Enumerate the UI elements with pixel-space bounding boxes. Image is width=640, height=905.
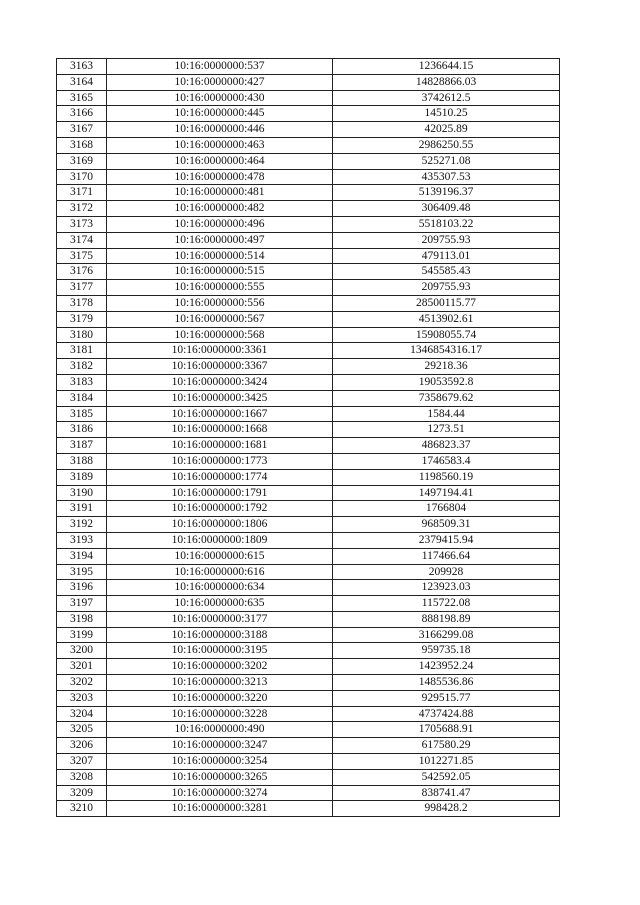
- amount-cell: 545585.43: [333, 264, 560, 280]
- cadastral-number-cell: 10:16:0000000:1774: [107, 469, 333, 485]
- row-number-cell: 3174: [57, 232, 107, 248]
- row-number-cell: 3198: [57, 611, 107, 627]
- table-row: [57, 74, 560, 90]
- cadastral-number-cell: 10:16:0000000:482: [107, 201, 333, 217]
- amount-cell: 3166299.08: [333, 627, 560, 643]
- row-number-cell: 3175: [57, 248, 107, 264]
- amount-cell: 1198560.19: [333, 469, 560, 485]
- cadastral-number-cell: 10:16:0000000:3425: [107, 390, 333, 406]
- amount-cell: 479113.01: [333, 248, 560, 264]
- row-number-cell: 3184: [57, 390, 107, 406]
- table-row: [57, 517, 560, 533]
- row-number-cell: 3189: [57, 469, 107, 485]
- table-row: [57, 469, 560, 485]
- cadastral-number-cell: 10:16:0000000:3274: [107, 785, 333, 801]
- cadastral-number-cell: 10:16:0000000:568: [107, 327, 333, 343]
- cadastral-number-cell: 10:16:0000000:615: [107, 548, 333, 564]
- row-number-cell: 3169: [57, 153, 107, 169]
- amount-cell: 123923.03: [333, 580, 560, 596]
- table-row: [57, 232, 560, 248]
- row-number-cell: 3172: [57, 201, 107, 217]
- table-row: [57, 169, 560, 185]
- table-row: [57, 311, 560, 327]
- cadastral-number-cell: 10:16:0000000:1792: [107, 501, 333, 517]
- amount-cell: 209928: [333, 564, 560, 580]
- table-row: [57, 343, 560, 359]
- cadastral-number-cell: 10:16:0000000:1681: [107, 438, 333, 454]
- row-number-cell: 3209: [57, 785, 107, 801]
- cadastral-number-cell: 10:16:0000000:3213: [107, 675, 333, 691]
- row-number-cell: 3205: [57, 722, 107, 738]
- cadastral-number-cell: 10:16:0000000:556: [107, 295, 333, 311]
- cadastral-number-cell: 10:16:0000000:430: [107, 90, 333, 106]
- cadastral-number-cell: 10:16:0000000:3247: [107, 738, 333, 754]
- row-number-cell: 3191: [57, 501, 107, 517]
- amount-cell: 1485536.86: [333, 675, 560, 691]
- row-number-cell: 3195: [57, 564, 107, 580]
- cadastral-number-cell: 10:16:0000000:3188: [107, 627, 333, 643]
- table-row: [57, 216, 560, 232]
- amount-cell: 117466.64: [333, 548, 560, 564]
- row-number-cell: 3182: [57, 359, 107, 375]
- cadastral-number-cell: 10:16:0000000:1667: [107, 406, 333, 422]
- amount-cell: 3742612.5: [333, 90, 560, 106]
- amount-cell: 1705688.91: [333, 722, 560, 738]
- table-row: [57, 406, 560, 422]
- row-number-cell: 3203: [57, 690, 107, 706]
- cadastral-number-cell: 10:16:0000000:1773: [107, 453, 333, 469]
- row-number-cell: 3190: [57, 485, 107, 501]
- amount-cell: 2379415.94: [333, 532, 560, 548]
- amount-cell: 29218.36: [333, 359, 560, 375]
- row-number-cell: 3202: [57, 675, 107, 691]
- amount-cell: 1236644.15: [333, 59, 560, 75]
- table-row: [57, 90, 560, 106]
- table-row: [57, 548, 560, 564]
- cadastral-number-cell: 10:16:0000000:515: [107, 264, 333, 280]
- amount-cell: 617580.29: [333, 738, 560, 754]
- row-number-cell: 3181: [57, 343, 107, 359]
- table-row: [57, 374, 560, 390]
- amount-cell: 1746583.4: [333, 453, 560, 469]
- row-number-cell: 3200: [57, 643, 107, 659]
- cadastral-number-cell: 10:16:0000000:514: [107, 248, 333, 264]
- row-number-cell: 3165: [57, 90, 107, 106]
- cadastral-number-cell: 10:16:0000000:3202: [107, 659, 333, 675]
- table-row: [57, 643, 560, 659]
- amount-cell: 1012271.85: [333, 754, 560, 770]
- table-row: [57, 627, 560, 643]
- table-row: [57, 690, 560, 706]
- cadastral-number-cell: 10:16:0000000:478: [107, 169, 333, 185]
- cadastral-number-cell: 10:16:0000000:616: [107, 564, 333, 580]
- table-row: [57, 706, 560, 722]
- row-number-cell: 3173: [57, 216, 107, 232]
- cadastral-number-cell: 10:16:0000000:3195: [107, 643, 333, 659]
- amount-cell: 486823.37: [333, 438, 560, 454]
- row-number-cell: 3178: [57, 295, 107, 311]
- amount-cell: 209755.93: [333, 232, 560, 248]
- cadastral-number-cell: 10:16:0000000:1668: [107, 422, 333, 438]
- table-row: [57, 675, 560, 691]
- row-number-cell: 3204: [57, 706, 107, 722]
- row-number-cell: 3177: [57, 280, 107, 296]
- amount-cell: 1346854316.17: [333, 343, 560, 359]
- amount-cell: 929515.77: [333, 690, 560, 706]
- table-row: [57, 248, 560, 264]
- amount-cell: 888198.89: [333, 611, 560, 627]
- amount-cell: 209755.93: [333, 280, 560, 296]
- table-row: [57, 201, 560, 217]
- row-number-cell: 3206: [57, 738, 107, 754]
- amount-cell: 15908055.74: [333, 327, 560, 343]
- row-number-cell: 3197: [57, 596, 107, 612]
- table-row: [57, 722, 560, 738]
- row-number-cell: 3167: [57, 122, 107, 138]
- table-row: [57, 390, 560, 406]
- cadastral-number-cell: 10:16:0000000:3265: [107, 769, 333, 785]
- table-row: [57, 122, 560, 138]
- table-row: [57, 359, 560, 375]
- row-number-cell: 3192: [57, 517, 107, 533]
- table-row: [57, 532, 560, 548]
- amount-cell: 28500115.77: [333, 295, 560, 311]
- table-row: [57, 738, 560, 754]
- row-number-cell: 3186: [57, 422, 107, 438]
- row-number-cell: 3185: [57, 406, 107, 422]
- amount-cell: 4737424.88: [333, 706, 560, 722]
- row-number-cell: 3187: [57, 438, 107, 454]
- cadastral-number-cell: 10:16:0000000:1809: [107, 532, 333, 548]
- cadastral-number-cell: 10:16:0000000:481: [107, 185, 333, 201]
- amount-cell: 998428.2: [333, 801, 560, 817]
- amount-cell: 959735.18: [333, 643, 560, 659]
- table-row: [57, 611, 560, 627]
- amount-cell: 115722.08: [333, 596, 560, 612]
- table-row: [57, 785, 560, 801]
- table-row: [57, 264, 560, 280]
- table-row: [57, 769, 560, 785]
- cadastral-number-cell: 10:16:0000000:567: [107, 311, 333, 327]
- data-table: [56, 58, 560, 817]
- amount-cell: 4513902.61: [333, 311, 560, 327]
- row-number-cell: 3168: [57, 137, 107, 153]
- amount-cell: 542592.05: [333, 769, 560, 785]
- table-row: [57, 453, 560, 469]
- cadastral-number-cell: 10:16:0000000:490: [107, 722, 333, 738]
- table-row: [57, 801, 560, 817]
- row-number-cell: 3166: [57, 106, 107, 122]
- table-row: [57, 106, 560, 122]
- amount-cell: 435307.53: [333, 169, 560, 185]
- amount-cell: 1423952.24: [333, 659, 560, 675]
- amount-cell: 2986250.55: [333, 137, 560, 153]
- row-number-cell: 3188: [57, 453, 107, 469]
- row-number-cell: 3194: [57, 548, 107, 564]
- row-number-cell: 3179: [57, 311, 107, 327]
- table-body: [57, 59, 560, 817]
- cadastral-number-cell: 10:16:0000000:463: [107, 137, 333, 153]
- cadastral-number-cell: 10:16:0000000:3424: [107, 374, 333, 390]
- row-number-cell: 3176: [57, 264, 107, 280]
- amount-cell: 1584.44: [333, 406, 560, 422]
- cadastral-number-cell: 10:16:0000000:555: [107, 280, 333, 296]
- amount-cell: 5518103.22: [333, 216, 560, 232]
- row-number-cell: 3193: [57, 532, 107, 548]
- table-row: [57, 659, 560, 675]
- table-row: [57, 59, 560, 75]
- row-number-cell: 3171: [57, 185, 107, 201]
- cadastral-number-cell: 10:16:0000000:3228: [107, 706, 333, 722]
- amount-cell: 42025.89: [333, 122, 560, 138]
- amount-cell: 19053592.8: [333, 374, 560, 390]
- row-number-cell: 3170: [57, 169, 107, 185]
- cadastral-number-cell: 10:16:0000000:496: [107, 216, 333, 232]
- table-row: [57, 153, 560, 169]
- table-row: [57, 596, 560, 612]
- row-number-cell: 3183: [57, 374, 107, 390]
- cadastral-number-cell: 10:16:0000000:1791: [107, 485, 333, 501]
- row-number-cell: 3210: [57, 801, 107, 817]
- cadastral-number-cell: 10:16:0000000:3361: [107, 343, 333, 359]
- amount-cell: 1497194.41: [333, 485, 560, 501]
- row-number-cell: 3199: [57, 627, 107, 643]
- table-row: [57, 580, 560, 596]
- amount-cell: 525271.08: [333, 153, 560, 169]
- amount-cell: 968509.31: [333, 517, 560, 533]
- cadastral-number-cell: 10:16:0000000:3281: [107, 801, 333, 817]
- table-row: [57, 438, 560, 454]
- table-row: [57, 280, 560, 296]
- cadastral-number-cell: 10:16:0000000:446: [107, 122, 333, 138]
- row-number-cell: 3207: [57, 754, 107, 770]
- amount-cell: 14828866.03: [333, 74, 560, 90]
- row-number-cell: 3201: [57, 659, 107, 675]
- cadastral-number-cell: 10:16:0000000:445: [107, 106, 333, 122]
- cadastral-number-cell: 10:16:0000000:3254: [107, 754, 333, 770]
- cadastral-number-cell: 10:16:0000000:635: [107, 596, 333, 612]
- cadastral-number-cell: 10:16:0000000:537: [107, 59, 333, 75]
- cadastral-number-cell: 10:16:0000000:3177: [107, 611, 333, 627]
- row-number-cell: 3164: [57, 74, 107, 90]
- cadastral-number-cell: 10:16:0000000:1806: [107, 517, 333, 533]
- table-row: [57, 754, 560, 770]
- table-row: [57, 501, 560, 517]
- table-row: [57, 422, 560, 438]
- row-number-cell: 3208: [57, 769, 107, 785]
- row-number-cell: 3180: [57, 327, 107, 343]
- amount-cell: 838741.47: [333, 785, 560, 801]
- cadastral-number-cell: 10:16:0000000:464: [107, 153, 333, 169]
- table-row: [57, 295, 560, 311]
- amount-cell: 5139196.37: [333, 185, 560, 201]
- amount-cell: 7358679.62: [333, 390, 560, 406]
- table-row: [57, 327, 560, 343]
- amount-cell: 1273.51: [333, 422, 560, 438]
- table-row: [57, 485, 560, 501]
- cadastral-number-cell: 10:16:0000000:634: [107, 580, 333, 596]
- cadastral-number-cell: 10:16:0000000:427: [107, 74, 333, 90]
- cadastral-number-cell: 10:16:0000000:3367: [107, 359, 333, 375]
- amount-cell: 1766804: [333, 501, 560, 517]
- table-row: [57, 185, 560, 201]
- row-number-cell: 3163: [57, 59, 107, 75]
- amount-cell: 14510.25: [333, 106, 560, 122]
- cadastral-number-cell: 10:16:0000000:3220: [107, 690, 333, 706]
- table-row: [57, 564, 560, 580]
- amount-cell: 306409.48: [333, 201, 560, 217]
- row-number-cell: 3196: [57, 580, 107, 596]
- cadastral-number-cell: 10:16:0000000:497: [107, 232, 333, 248]
- table-row: [57, 137, 560, 153]
